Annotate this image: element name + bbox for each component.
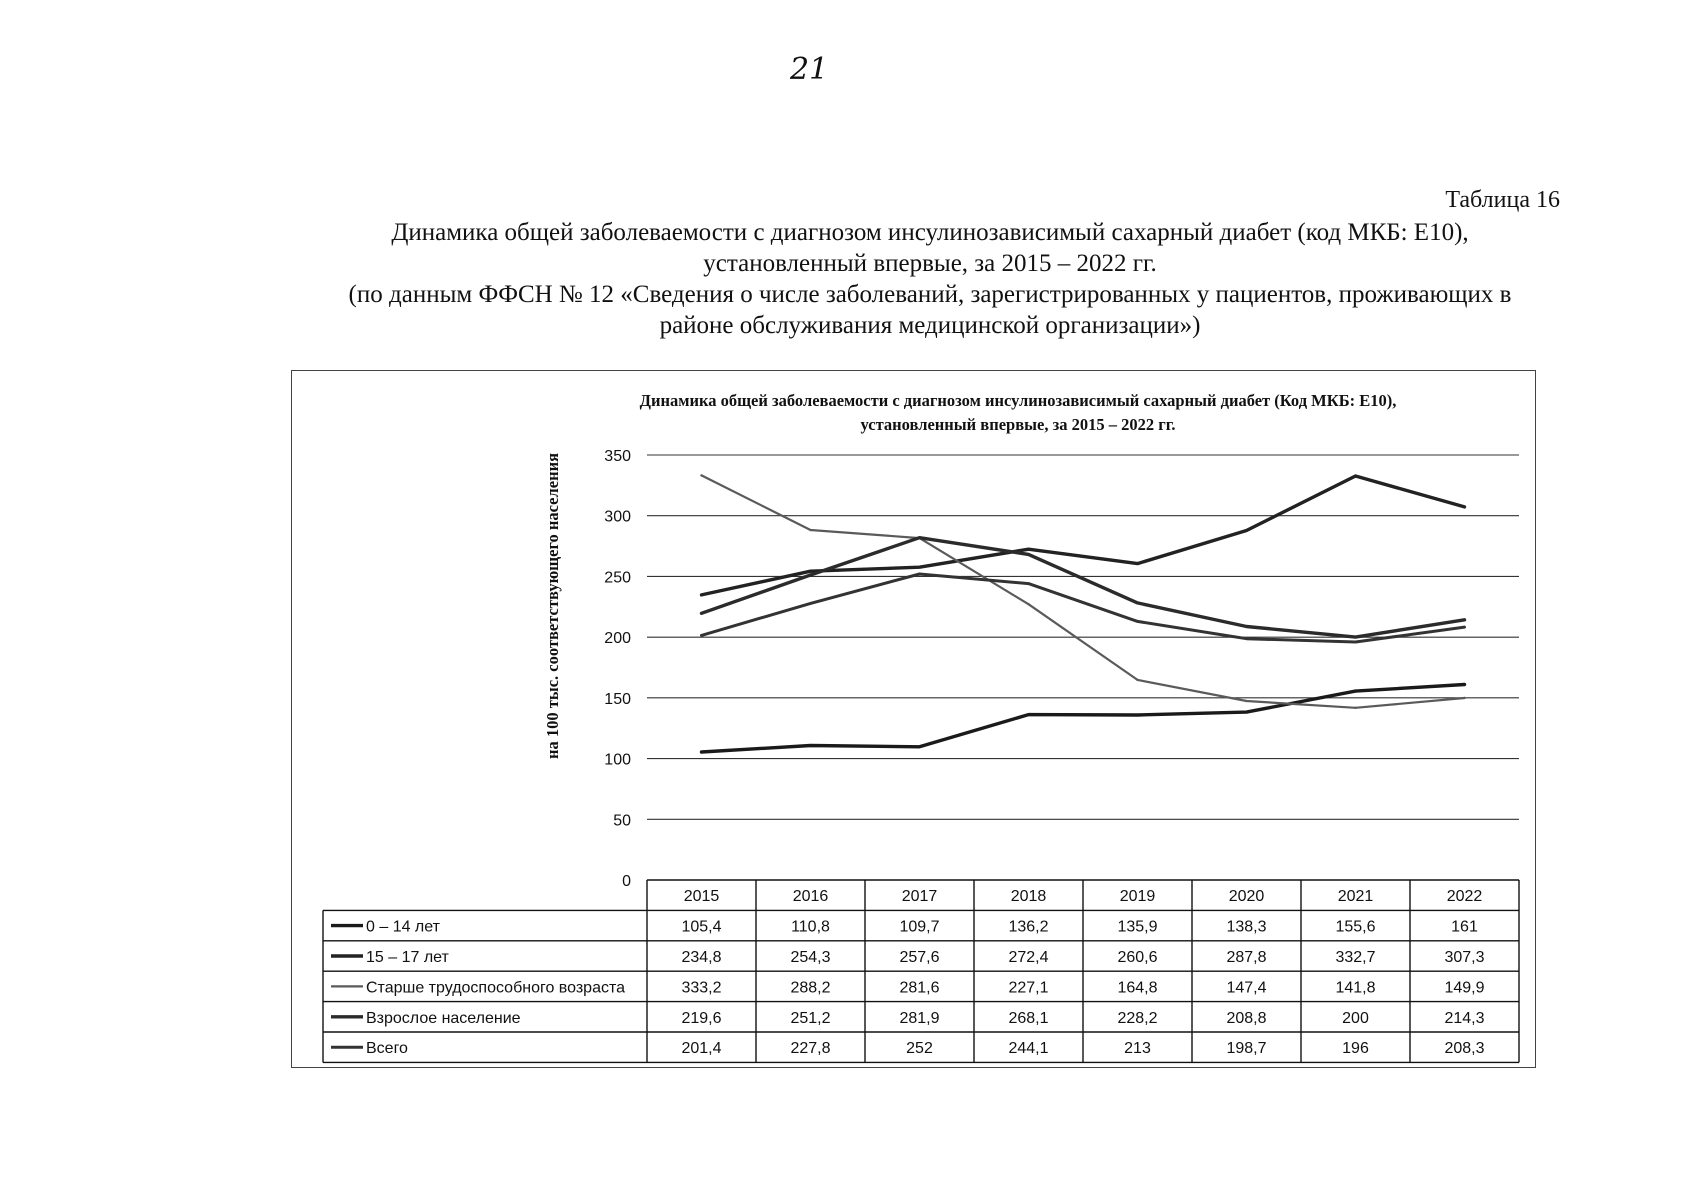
data-label: 281,9 bbox=[899, 1009, 940, 1027]
document-title-line: установленный впервые, за 2015 – 2022 гг. bbox=[703, 250, 1157, 277]
data-point bbox=[1136, 679, 1138, 681]
data-point bbox=[1463, 619, 1465, 621]
data-label: 196 bbox=[1342, 1040, 1369, 1058]
y-tick-labels bbox=[604, 448, 631, 890]
y-tick-label: 0 bbox=[622, 873, 631, 890]
table-label: Таблица 16 bbox=[1445, 187, 1560, 213]
page-number: 21 bbox=[790, 52, 829, 87]
data-label: 201,4 bbox=[681, 1040, 722, 1058]
data-point bbox=[1136, 602, 1138, 604]
data-point bbox=[809, 602, 811, 604]
line-chart bbox=[292, 371, 1535, 1067]
data-label: 208,8 bbox=[1226, 1009, 1267, 1027]
y-tick-label: 250 bbox=[604, 569, 631, 587]
x-tick-label: 2015 bbox=[683, 888, 720, 906]
data-label: 110,8 bbox=[791, 918, 830, 936]
document-title bbox=[290, 217, 1570, 341]
x-tick-label: 2022 bbox=[1446, 888, 1483, 906]
data-label: 260,6 bbox=[1117, 949, 1158, 966]
data-label: 200 bbox=[1342, 1009, 1369, 1027]
data-point bbox=[700, 474, 702, 476]
document-title-line: районе обслуживания медицинской организации») bbox=[659, 312, 1201, 339]
data-point bbox=[918, 573, 920, 575]
y-tick-label: 100 bbox=[604, 751, 631, 769]
data-label: 272,4 bbox=[1008, 949, 1049, 966]
legend-label: 0 – 14 лет bbox=[366, 918, 440, 936]
data-point bbox=[918, 536, 920, 538]
data-table bbox=[323, 880, 1519, 1062]
data-label: 214,3 bbox=[1444, 1009, 1485, 1027]
data-point bbox=[918, 746, 920, 748]
data-point bbox=[1354, 641, 1356, 643]
data-point bbox=[1463, 506, 1465, 508]
data-point bbox=[809, 529, 811, 531]
chart-title-line: Динамика общей заболеваемости с диагнозом инсулинозависимый сахарный диабет (Код МКБ: Е10), bbox=[639, 391, 1397, 410]
y-tick-label: 150 bbox=[604, 690, 631, 708]
data-point bbox=[1136, 562, 1138, 564]
legend-label: Старше трудоспособного возраста bbox=[366, 979, 626, 997]
legend-label: 15 – 17 лет bbox=[366, 949, 449, 966]
data-label: 228,2 bbox=[1117, 1009, 1158, 1027]
data-label: 244,1 bbox=[1008, 1040, 1049, 1058]
x-tick-label: 2020 bbox=[1228, 888, 1265, 906]
y-tick-label: 300 bbox=[604, 508, 631, 526]
data-label: 219,6 bbox=[681, 1009, 722, 1027]
data-point bbox=[1354, 690, 1356, 692]
data-label: 208,3 bbox=[1444, 1040, 1485, 1058]
data-point bbox=[700, 612, 702, 614]
y-axis-label: на 100 тыс. соответствующего населения bbox=[543, 452, 562, 760]
legend-label: Взрослое население bbox=[366, 1009, 521, 1027]
chart-title-line: установленный впервые, за 2015 – 2022 гг. bbox=[860, 415, 1176, 434]
data-label: 109,7 bbox=[899, 918, 940, 936]
x-tick-label: 2016 bbox=[792, 888, 829, 906]
data-point bbox=[1245, 700, 1247, 702]
data-label: 257,6 bbox=[899, 949, 940, 966]
data-point bbox=[1245, 638, 1247, 640]
document-title-line: (по данным ФФСН № 12 «Сведения о числе заболеваний, зарегистрированных у пациентов, проживающих в bbox=[348, 281, 1512, 308]
data-point bbox=[1136, 714, 1138, 716]
data-point bbox=[700, 634, 702, 636]
data-label: 332,7 bbox=[1335, 949, 1376, 966]
data-point bbox=[809, 574, 811, 576]
data-label: 136,2 bbox=[1008, 918, 1049, 936]
data-label: 227,8 bbox=[790, 1040, 831, 1058]
series-line bbox=[702, 538, 1465, 637]
x-tick-label: 2018 bbox=[1010, 888, 1047, 906]
data-label: 138,3 bbox=[1226, 918, 1267, 936]
data-label: 161 bbox=[1451, 918, 1478, 936]
data-point bbox=[1027, 582, 1029, 584]
data-point bbox=[1463, 626, 1465, 628]
data-point bbox=[1245, 711, 1247, 713]
data-label: 213 bbox=[1124, 1040, 1151, 1058]
data-label: 234,8 bbox=[681, 949, 722, 966]
data-label: 135,9 bbox=[1117, 918, 1158, 936]
data-label: 287,8 bbox=[1226, 949, 1267, 966]
x-tick-label: 2019 bbox=[1119, 888, 1156, 906]
legend-label: Всего bbox=[366, 1040, 408, 1058]
data-label: 307,3 bbox=[1444, 949, 1485, 966]
series-line bbox=[702, 475, 1465, 707]
y-tick-label: 200 bbox=[604, 630, 631, 648]
data-point bbox=[1027, 713, 1029, 715]
data-point bbox=[1027, 553, 1029, 555]
data-point bbox=[1354, 707, 1356, 709]
data-point bbox=[918, 566, 920, 568]
data-point bbox=[700, 594, 702, 596]
x-tick-label: 2017 bbox=[901, 888, 938, 906]
data-label: 149,9 bbox=[1444, 979, 1485, 997]
data-point bbox=[1136, 620, 1138, 622]
series-line bbox=[702, 574, 1465, 642]
x-tick-label: 2021 bbox=[1337, 888, 1374, 906]
data-label: 252 bbox=[906, 1040, 933, 1058]
grid-lines bbox=[647, 455, 1519, 880]
data-label: 147,4 bbox=[1226, 979, 1267, 997]
series-line bbox=[702, 685, 1465, 753]
data-point bbox=[1354, 475, 1356, 477]
data-point bbox=[1245, 529, 1247, 531]
data-point bbox=[1027, 548, 1029, 550]
data-label: 288,2 bbox=[790, 979, 831, 997]
data-label: 251,2 bbox=[790, 1009, 831, 1027]
data-label: 281,6 bbox=[899, 979, 940, 997]
data-point bbox=[1463, 683, 1465, 685]
data-label: 227,1 bbox=[1008, 979, 1049, 997]
chart-frame bbox=[291, 370, 1536, 1068]
data-label: 268,1 bbox=[1008, 1009, 1049, 1027]
y-tick-label: 50 bbox=[613, 812, 631, 830]
data-point bbox=[1027, 603, 1029, 605]
document-title-line: Динамика общей заболеваемости с диагнозом инсулинозависимый сахарный диабет (код МКБ: Е10), bbox=[391, 219, 1469, 246]
data-label: 164,8 bbox=[1117, 979, 1158, 997]
y-tick-label: 350 bbox=[604, 448, 631, 465]
data-label: 254,3 bbox=[790, 949, 831, 966]
data-label: 141,8 bbox=[1335, 979, 1376, 997]
data-point bbox=[1354, 636, 1356, 638]
data-label: 333,2 bbox=[681, 979, 722, 997]
data-label: 105,4 bbox=[681, 918, 722, 936]
data-point bbox=[700, 751, 702, 753]
data-point bbox=[809, 570, 811, 572]
data-label: 198,7 bbox=[1226, 1040, 1267, 1058]
data-label: 155,6 bbox=[1335, 918, 1376, 936]
data-point bbox=[1463, 697, 1465, 699]
data-point bbox=[809, 744, 811, 746]
data-point bbox=[1245, 625, 1247, 627]
